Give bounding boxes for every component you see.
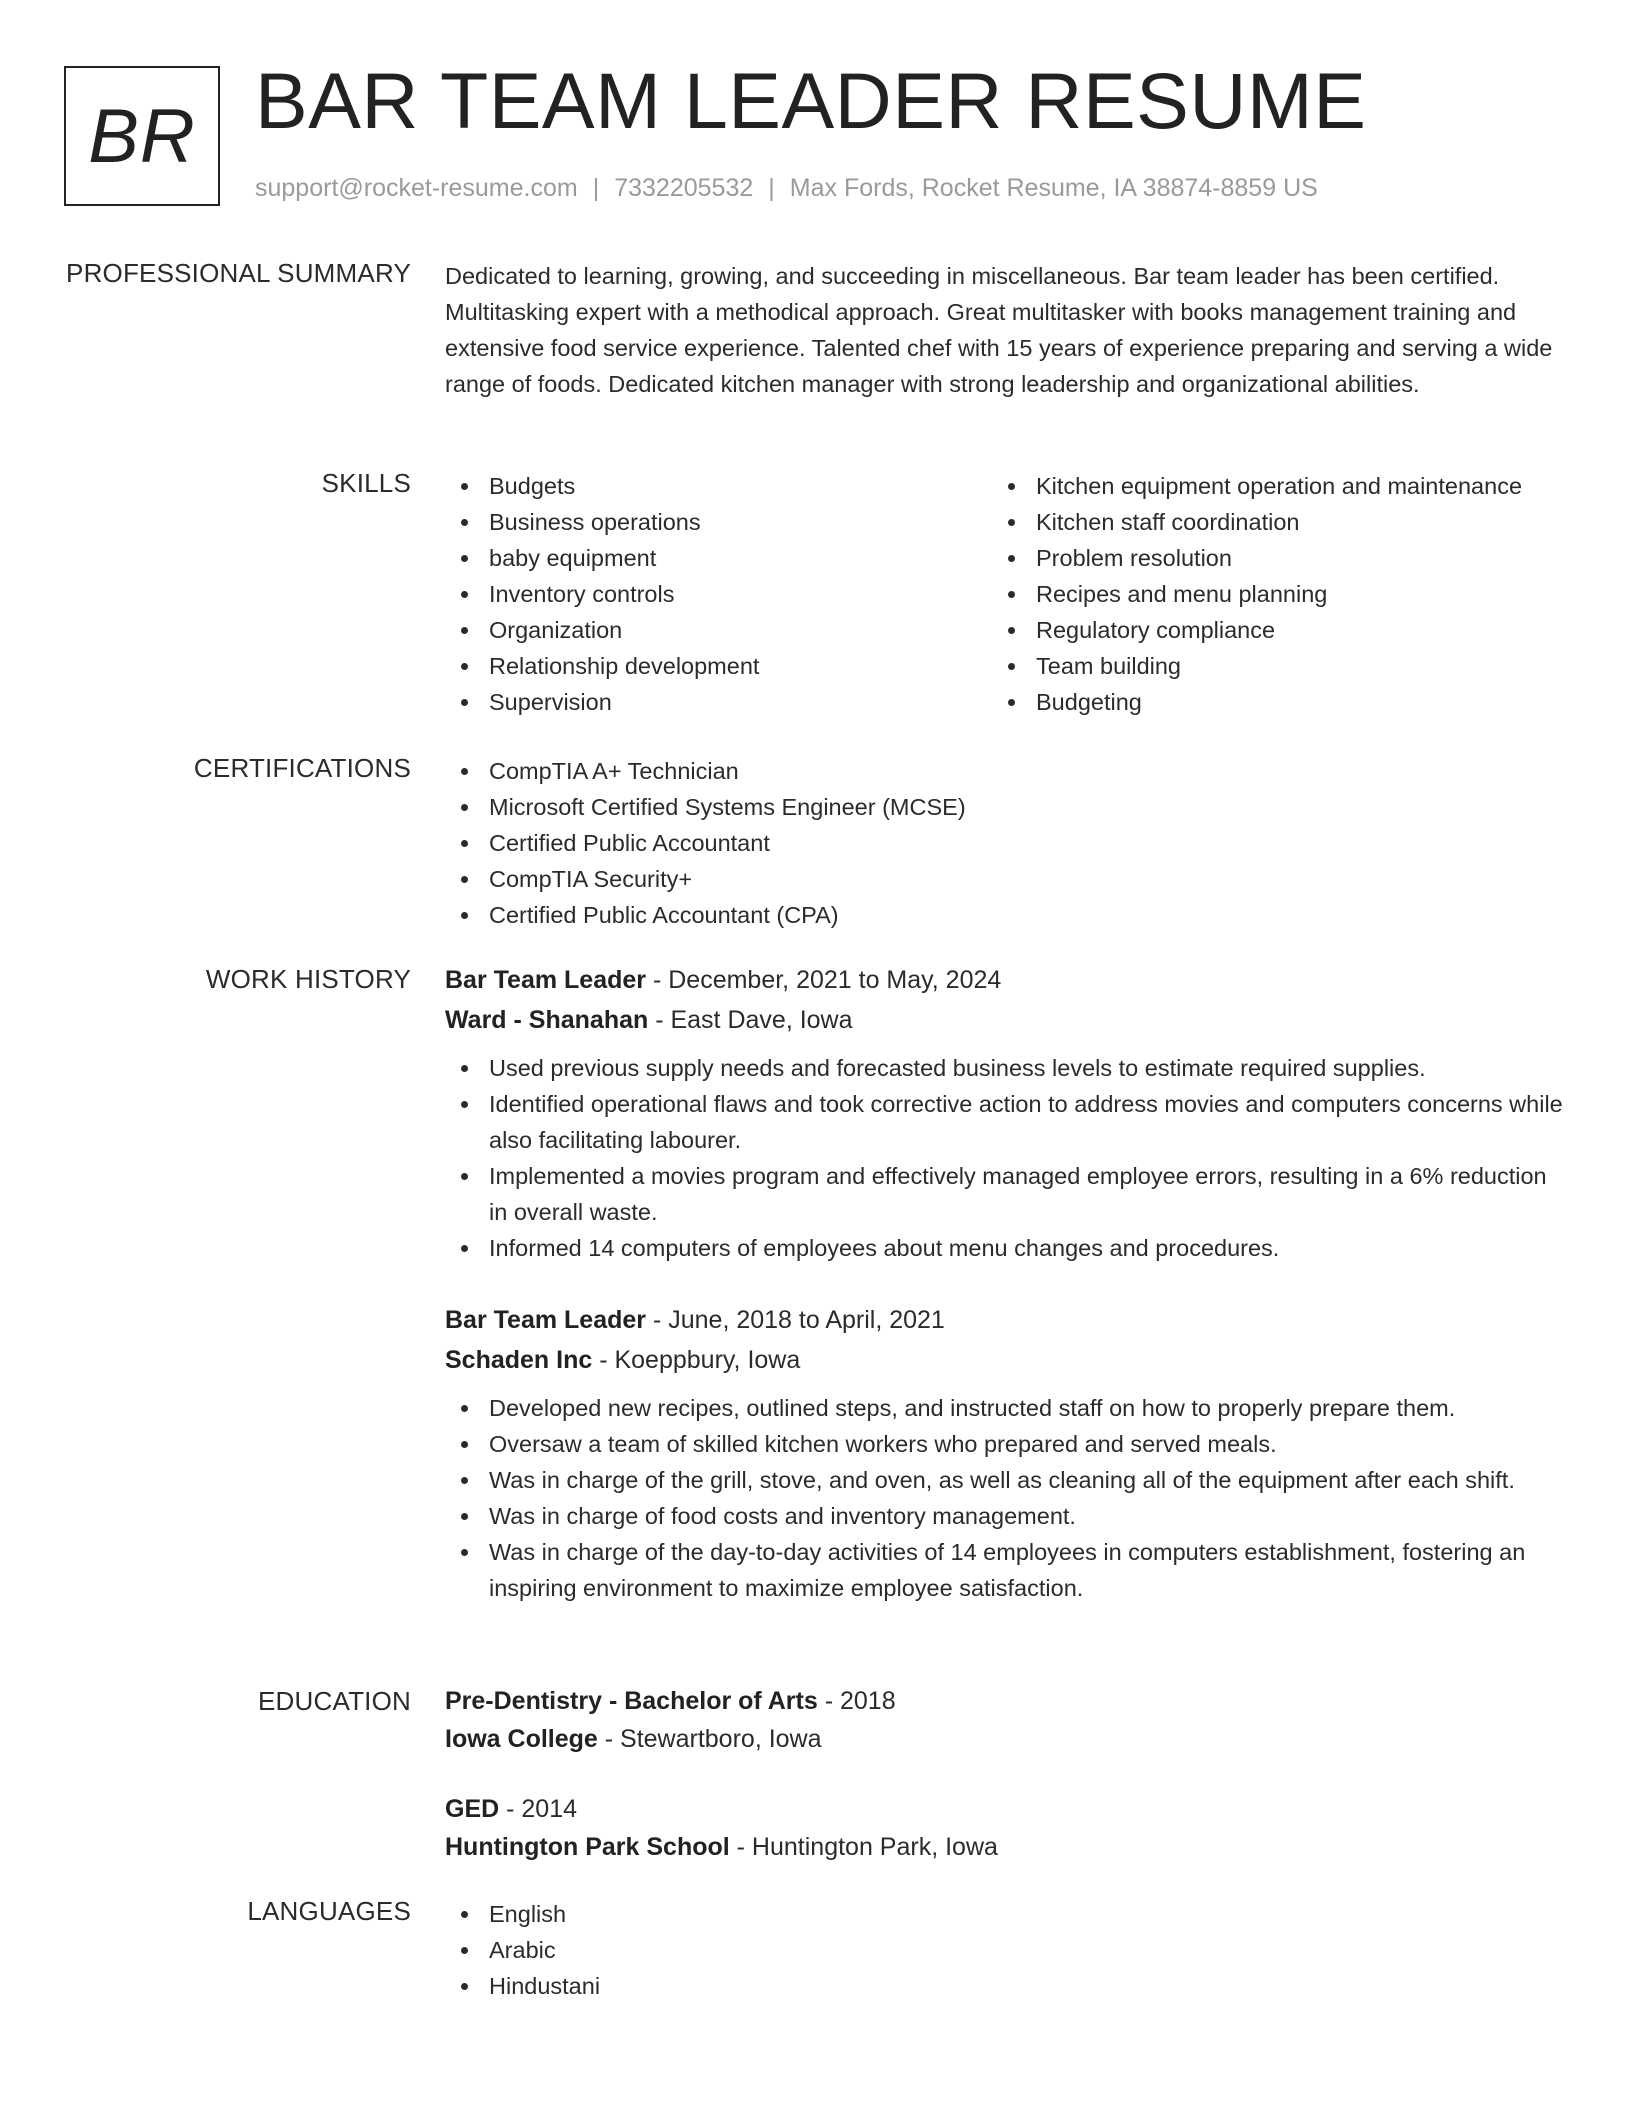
summary-content — [445, 258, 1565, 402]
section-label-summary: PROFESSIONAL SUMMARY — [66, 258, 411, 288]
skill-item: Kitchen equipment operation and maintenance — [992, 468, 1522, 504]
education-degree-line — [445, 1682, 1565, 1720]
certification-item: CompTIA Security+ — [445, 861, 1565, 897]
section-label-work-history: WORK HISTORY — [205, 964, 411, 994]
job-bullet: Used previous supply needs and forecasted business levels to estimate required supplies. — [445, 1050, 1565, 1086]
language-item: Hindustani — [445, 1968, 1565, 2004]
section-label-certifications: CERTIFICATIONS — [193, 753, 411, 783]
job-dates: - December, 2021 to May, 2024 — [646, 966, 1002, 994]
education-degree: Pre-Dentistry - Bachelor of Arts — [445, 1687, 818, 1715]
certification-item: Certified Public Accountant — [445, 825, 1565, 861]
skill-item: baby equipment — [445, 540, 992, 576]
job-title: Bar Team Leader — [445, 1306, 647, 1334]
language-item: Arabic — [445, 1932, 1565, 1968]
contact-address: Max Fords, Rocket Resume, IA 38874-8859 US — [789, 174, 1318, 202]
job-bullet: Was in charge of the grill, stove, and oven, as well as cleaning all of the equipment after each shift. — [445, 1462, 1565, 1498]
job-company-line — [445, 1000, 1565, 1040]
section-label-education: EDUCATION — [258, 1686, 411, 1716]
skill-item: Supervision — [445, 684, 992, 720]
contact-email[interactable]: support@rocket-resume.com — [255, 174, 578, 202]
languages-list — [445, 1896, 1565, 2004]
skill-item: Business operations — [445, 504, 992, 540]
job-dates: - June, 2018 to April, 2021 — [646, 1306, 945, 1334]
job-location: - Koeppbury, Iowa — [592, 1346, 801, 1374]
education-school-line — [445, 1720, 1565, 1758]
skill-item: Problem resolution — [992, 540, 1522, 576]
job-entry — [445, 1300, 1565, 1606]
certification-item: CompTIA A+ Technician — [445, 753, 1565, 789]
education-location: - Stewartboro, Iowa — [597, 1725, 822, 1753]
education-entry — [445, 1790, 1565, 1866]
job-bullet: Identified operational flaws and took corrective action to address movies and computers concerns while also facilitating labourer. — [445, 1086, 1565, 1158]
contact-separator: | — [592, 174, 600, 202]
skill-item: Budgets — [445, 468, 992, 504]
job-company-line — [445, 1340, 1565, 1380]
education-year: - 2014 — [499, 1795, 578, 1823]
skill-item: Team building — [992, 648, 1522, 684]
certifications-list — [445, 753, 1565, 933]
job-bullets — [445, 1050, 1565, 1266]
skill-item: Inventory controls — [445, 576, 992, 612]
job-location: - East Dave, Iowa — [648, 1006, 853, 1034]
contact-phone[interactable]: 7332205532 — [614, 174, 754, 202]
monogram-badge: BR — [64, 66, 220, 206]
job-bullets — [445, 1390, 1565, 1606]
job-title-line — [445, 960, 1565, 1000]
section-label-languages: LANGUAGES — [247, 1896, 411, 1926]
skill-item: Recipes and menu planning — [992, 576, 1522, 612]
education-degree: GED — [445, 1795, 500, 1823]
contact-separator: | — [768, 174, 775, 202]
skill-item: Organization — [445, 612, 992, 648]
education-school-line — [445, 1828, 1565, 1866]
job-title-line — [445, 1300, 1565, 1340]
skills-content — [445, 468, 1565, 720]
education-degree-line — [445, 1790, 1565, 1828]
resume-title: BAR TEAM LEADER RESUME — [255, 56, 1367, 145]
skill-item: Regulatory compliance — [992, 612, 1522, 648]
education-school: Huntington Park School — [445, 1833, 730, 1861]
summary-text: Dedicated to learning, growing, and succeeding in miscellaneous. Bar team leader has been certified. Multitasking expert with a methodical approach. Great multitasker with books management training and extensive food service experience. Talented chef with 15 years of experience preparing and serving a wide range of foods. Dedicated kitchen manager with strong leadership and organizational abilities. — [445, 263, 1553, 397]
language-item: English — [445, 1896, 1565, 1932]
certifications-content — [445, 753, 1565, 933]
education-school: Iowa College — [445, 1725, 598, 1753]
certification-item: Microsoft Certified Systems Engineer (MCSE) — [445, 789, 1565, 825]
education-location: - Huntington Park, Iowa — [729, 1833, 998, 1861]
job-bullet: Informed 14 computers of employees about menu changes and procedures. — [445, 1230, 1565, 1266]
education-entry — [445, 1682, 1565, 1758]
certification-item: Certified Public Accountant (CPA) — [445, 897, 1565, 933]
job-company: Schaden Inc — [445, 1346, 593, 1374]
education-year: - 2018 — [817, 1687, 896, 1715]
contact-line — [255, 174, 1318, 203]
job-title: Bar Team Leader — [445, 966, 647, 994]
job-entry — [445, 960, 1565, 1266]
job-bullet: Developed new recipes, outlined steps, and instructed staff on how to properly prepare them. — [445, 1390, 1565, 1426]
job-bullet: Implemented a movies program and effectively managed employee errors, resulting in a 6% reduction in overall waste. — [445, 1158, 1565, 1230]
skill-item: Relationship development — [445, 648, 992, 684]
job-bullet: Oversaw a team of skilled kitchen workers who prepared and served meals. — [445, 1426, 1565, 1462]
job-bullet: Was in charge of food costs and inventory management. — [445, 1498, 1565, 1534]
skill-item: Budgeting — [992, 684, 1522, 720]
skills-column-2 — [992, 468, 1522, 720]
languages-content — [445, 1896, 1565, 2004]
skills-column-1 — [445, 468, 992, 720]
section-label-skills: SKILLS — [321, 468, 411, 498]
skill-item: Kitchen staff coordination — [992, 504, 1522, 540]
job-company: Ward - Shanahan — [445, 1006, 649, 1034]
job-bullet: Was in charge of the day-to-day activities of 14 employees in computers establishment, fostering an inspiring environment to maximize employee satisfaction. — [445, 1534, 1565, 1606]
